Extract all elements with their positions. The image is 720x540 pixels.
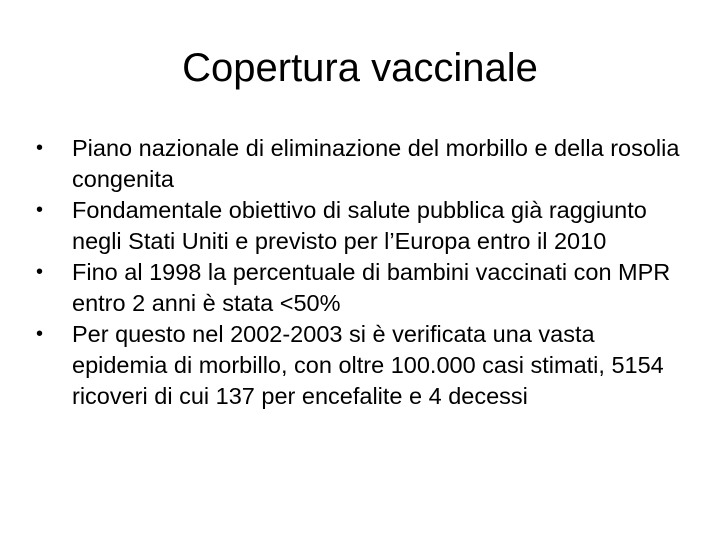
bullet-item-4 — [36, 319, 696, 412]
bullet-list — [36, 133, 696, 412]
bullet-icon: • — [36, 323, 44, 345]
bullet-icon: • — [36, 137, 44, 159]
bullet-item-2 — [36, 195, 696, 257]
slide-title: Copertura vaccinale — [182, 46, 538, 90]
bullet-text: Per questo nel 2002-2003 si è verificata una vasta epidemia di morbillo, con oltre 100.000 casi stimati, 5154 ricoveri di cui 137 per encefalite e 4 decessi — [72, 321, 664, 409]
bullet-text: Fondamentale obiettivo di salute pubblica già raggiunto negli Stati Uniti e previsto per l’Europa entro il 2010 — [72, 197, 647, 254]
bullet-icon: • — [36, 261, 44, 283]
bullet-text: Piano nazionale di eliminazione del morbillo e della rosolia congenita — [72, 135, 680, 192]
bullet-icon: • — [36, 199, 44, 221]
bullet-item-3 — [36, 257, 696, 319]
bullet-text: Fino al 1998 la percentuale di bambini vaccinati con MPR entro 2 anni è stata <50% — [72, 259, 671, 316]
bullet-item-1 — [36, 133, 696, 195]
